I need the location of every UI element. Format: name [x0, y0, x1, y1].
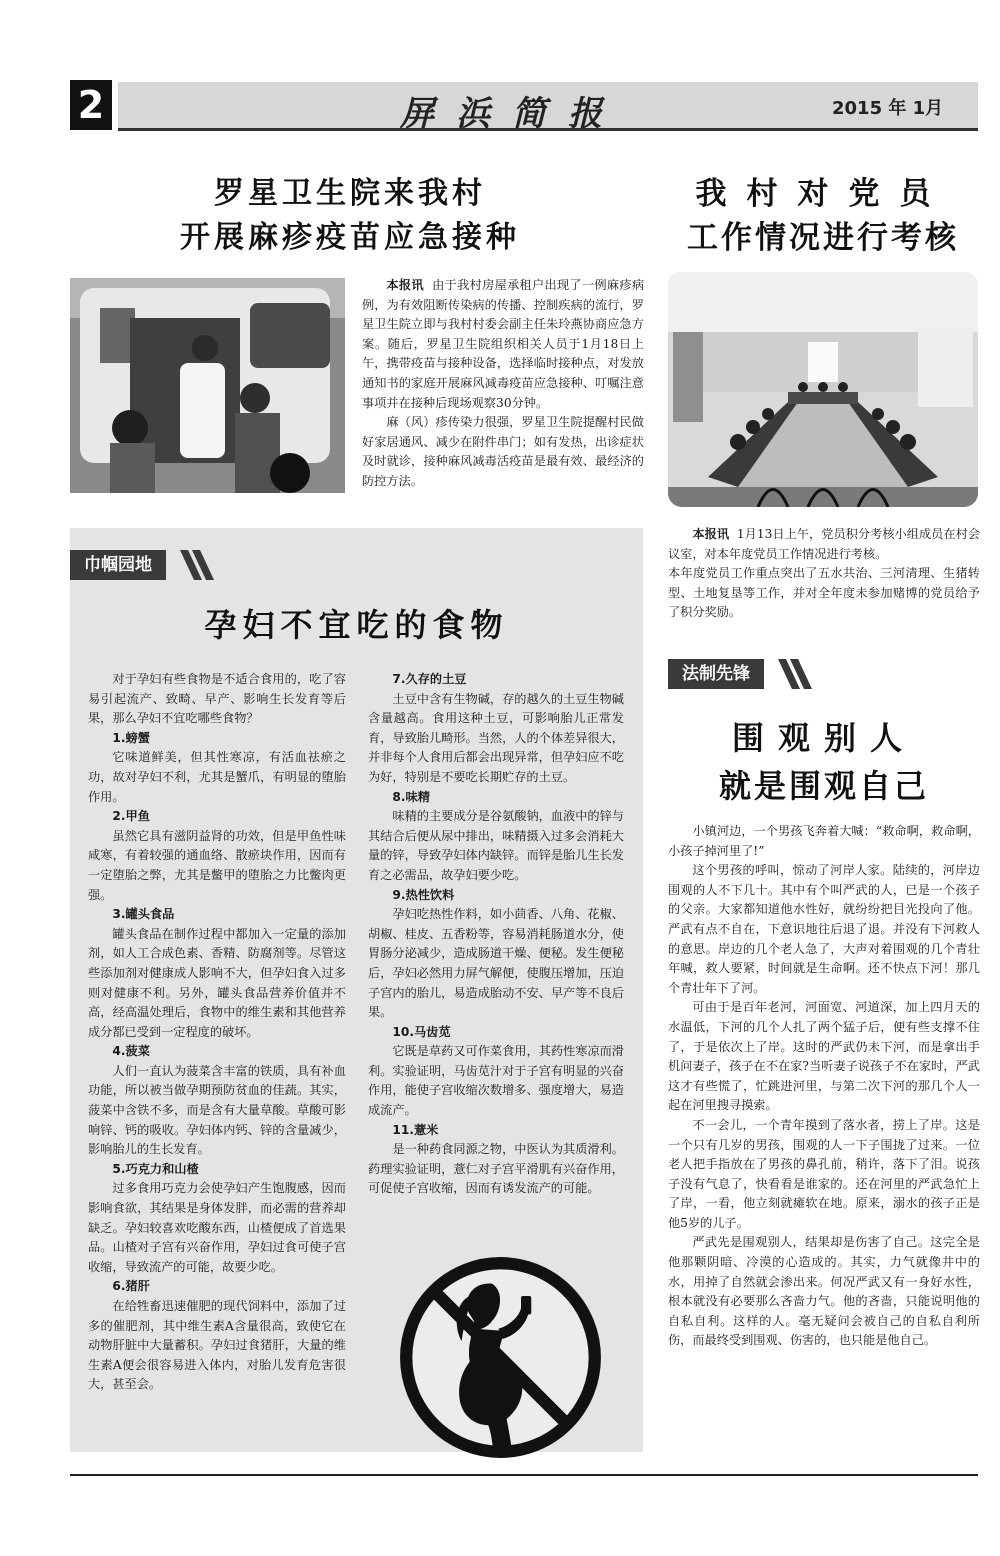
item-text: 它既是草药又可作菜食用，其药性寒凉而滑利。实验证明，马齿苋汁对于子宫有明显的兴奋作用，能使子宫收缩次数增多、强度增大，易造成流产。 — [368, 1044, 624, 1118]
item-text: 虽然它具有滋阴益肾的功效，但是甲鱼性味咸寒，有着较强的通血络、散瘀块作用，因而有一定堕胎之弊，尤其是鳖甲的堕胎之力比鳖肉更强。 — [88, 828, 346, 902]
evaluation-lead: 本报讯 — [692, 527, 730, 541]
item-text: 在给牲畜迅速催肥的现代饲料中，添加了过多的催肥剂，其中维生素A含量很高，致使它在动物肝脏中大量蓄积。孕妇过食猪肝，大量的维生素A便会很容易进入体内，对胎儿发育危害很大，甚至会。 — [88, 1299, 346, 1392]
vaccination-body — [362, 276, 644, 492]
item-text: 罐头食品在制作过程中都加入一定量的添加剂，如人工合成色素、香精、防腐剂等。尽管这些添加剂对健康成人影响不大，但孕妇食入过多则对健康不利。另外，罐头食品营养价值并不高，经高温处理后，食物中的维生素和其他营养成分都已受到一定程度的破坏。 — [88, 926, 346, 1039]
bottom-rule — [70, 1474, 978, 1476]
issue-date: 2015 年 1月 — [832, 98, 944, 119]
law-headline-line2: 就是围观自己 — [718, 767, 929, 805]
item-text: 是一种药食同源之物，中医认为其质滑利。药理实验证明，薏仁对子宫平滑肌有兴奋作用，可促使子宫收缩，因而有诱发流产的可能。 — [368, 1142, 624, 1196]
masthead-title: 屏浜简报 — [400, 94, 624, 134]
item-text: 它味道鲜美，但其性寒凉，有活血祛瘀之功，故对孕妇不利，尤其是蟹爪，有明显的堕胎作用。 — [88, 750, 346, 804]
item-heading: 2.甲鱼 — [112, 809, 150, 824]
vaccination-photo — [70, 278, 345, 493]
item-text: 孕妇吃热性作料，如小茴香、八角、花椒、胡椒、桂皮、五香粉等，容易消耗肠道水分，使胃肠分泌减少，造成肠道干燥、便秘。发生便秘后，孕妇必然用力屏气解便，使腹压增加，压迫子宫内的胎儿，易造成胎动不安、早产等不良后果。 — [368, 907, 624, 1020]
evaluation-para-1 — [668, 525, 980, 564]
vaccination-headline-line1: 罗星卫生院来我村 — [214, 176, 486, 211]
vaccination-headline-line2: 开展麻疹疫苗应急接种 — [180, 220, 520, 255]
section-tag-women: 巾帼园地 — [70, 550, 166, 580]
no-pregnant-drinking-icon — [398, 1255, 603, 1460]
item-heading: 8.味精 — [392, 789, 430, 804]
section-tag-slash-icon — [776, 659, 816, 689]
law-paragraph: 严武先是围观别人，结果却是伤害了自己。这完全是他那颗阴暗、冷漠的心造成的。其实，力气就像井中的水，用掉了自然就会渗出来。何况严武又有一身好水性，根本就没有必要那么吝啬力气。他的吝啬，只能说明他的自私自利。这样的人。毫无疑问会被自己的自私自利所伤，而最终受到围观、伤害的，也只能是他自己。 — [668, 1235, 980, 1348]
evaluation-para-1-text: 1月13日上午，党员积分考核小组成员在村会议室，对本年度党员工作情况进行考核。 — [668, 527, 981, 561]
pregnancy-column-left — [88, 670, 346, 1395]
item-heading: 5.巧克力和山楂 — [112, 1161, 199, 1176]
evaluation-headline-line1: 我村对党员 — [695, 176, 951, 212]
evaluation-body — [668, 525, 980, 623]
section-tag-law: 法制先锋 — [668, 659, 764, 689]
item-heading: 3.罐头食品 — [112, 907, 175, 922]
item-heading: 10.马齿苋 — [392, 1024, 451, 1039]
law-paragraph: 不一会儿，一个青年摸到了落水者，捞上了岸。这是一个只有几岁的男孩，围观的人一下子围拢了过来。一位老人把手指放在了男孩的鼻孔前，稍许，落下了泪。说孩子没有气息了，快看看是谁家的。还在河里的严武急忙上了岸，一看，他立刻就瘫软在地。原来，溺水的孩子正是他5岁的儿子。 — [668, 1117, 980, 1230]
item-heading: 7.久存的土豆 — [392, 672, 467, 686]
item-text: 过多食用巧克力会使孕妇产生饱腹感，因而影响食欲，其结果是身体发胖，而必需的营养却缺乏。孕妇较喜欢吃酸东西，山楂便成了首选果品。山楂对子宫有兴奋作用，孕妇过食可使子宫收缩，导致流产的可能，故要少吃。 — [88, 1181, 346, 1274]
item-heading: 4.菠菜 — [112, 1044, 150, 1059]
evaluation-para-2: 本年度党员工作重点突出了五水共治、三河清理、生猪转型、土地复垦等工作，并对全年度未参加赌博的党员给予了积分奖励。 — [668, 566, 980, 620]
pregnancy-column-right — [368, 670, 624, 1199]
item-heading: 11.薏米 — [392, 1122, 439, 1137]
item-heading: 1.螃蟹 — [112, 730, 150, 745]
pregnancy-intro: 对于孕妇有些食物是不适合食用的，吃了容易引起流产、致畸、早产、影响生长发育等后果，那么孕妇不宜吃哪些食物？ — [88, 672, 346, 726]
item-text: 人们一直认为菠菜含丰富的铁质，具有补血功能，所以被当做孕期预防贫血的佳蔬。其实，菠菜中含铁不多，而是含有大量草酸。草酸可影响锌、钙的吸收。孕妇体内钙、锌的含量减少，影响胎儿的生长发育。 — [88, 1063, 346, 1157]
vaccination-headline — [70, 172, 630, 260]
section-tag-slash-icon — [178, 550, 218, 580]
evaluation-headline-line2: 工作情况进行考核 — [687, 220, 959, 256]
law-body — [668, 822, 980, 1351]
law-paragraph: 这个男孩的呼叫，惊动了河岸人家。陆续的，河岸边围观的人不下几十。其中有个叫严武的人，已是一个孩子的父亲。大家都知道他水性好，就纷纷把目光投向了他。严武有点不自在，下意识地往后退了退。并没有下河救人的意思。岸边的几个老人急了，大声对着围观的几个青壮年喊，救人要紧，时间就是生命啊。还不快点下河！那几个青壮年下了河。 — [668, 863, 980, 995]
vaccination-para-2: 麻（风）疹传染力很强，罗星卫生院提醒村民做好家居通风、减少在附件串门；如有发热，出诊症状及时就诊，接种麻风减毒活疫苗是最有效、最经济的防控方法。 — [362, 415, 644, 488]
page-number: 2 — [70, 80, 112, 130]
law-headline — [668, 714, 980, 810]
law-headline-line1: 围观别人 — [731, 719, 916, 757]
pregnancy-headline: 孕妇不宜吃的食物 — [204, 606, 509, 644]
law-paragraph: 可由于是百年老河，河面宽、河道深，加上四月天的水温低，下河的几个人扎了两个猛子后，便有些支撑不住了，于是依次上了岸。这时的严武仍未下河，而是拿出手机问妻子，孩子在不在家?当听妻子说孩子不在家时，严武这才有些慌了，忙跳进河里，与第二次下河的那几个人一起在河里搜寻摸索。 — [668, 1000, 980, 1113]
evaluation-headline — [668, 172, 978, 260]
meeting-photo — [668, 272, 978, 507]
item-heading: 6.猪肝 — [112, 1279, 150, 1294]
item-text: 土豆中含有生物碱，存的越久的土豆生物碱含量越高。食用这种土豆，可影响胎儿正常发育，导致胎儿畸形。当然，人的个体差异很大，并非每个人食用后都会出现异常，但孕妇应不吃为好，特别是不要吃长期贮存的土豆。 — [368, 691, 624, 784]
vaccination-para-1-text: 由于我村房屋承租户出现了一例麻疹病例，为有效阻断传染病的传播、控制疾病的流行，罗星卫生院立即与我村村委会副主任朱玲燕协商应急方案。随后，罗星卫生院组织相关人员于1月18日上午，携带疫苗与接种设备，选择临时接种点，对发放通知书的家庭开展麻风减毒疫苗应急接种、叮嘱注意事项并在接种后现场观察30分钟。 — [362, 278, 645, 410]
vaccination-para-1 — [362, 276, 644, 413]
vaccination-lead: 本报讯 — [386, 278, 424, 292]
item-heading: 9.热性饮料 — [392, 887, 455, 902]
law-paragraph: 小镇河边，一个男孩飞奔着大喊：“救命啊，救命啊，小孩子掉河里了!” — [668, 824, 980, 858]
item-text: 味精的主要成分是谷氨酸钠，血液中的锌与其结合后便从尿中排出，味精摄入过多会消耗大量的锌，导致孕妇体内缺锌。而锌是胎儿生长发育之必需品，故孕妇要少吃。 — [368, 809, 624, 882]
